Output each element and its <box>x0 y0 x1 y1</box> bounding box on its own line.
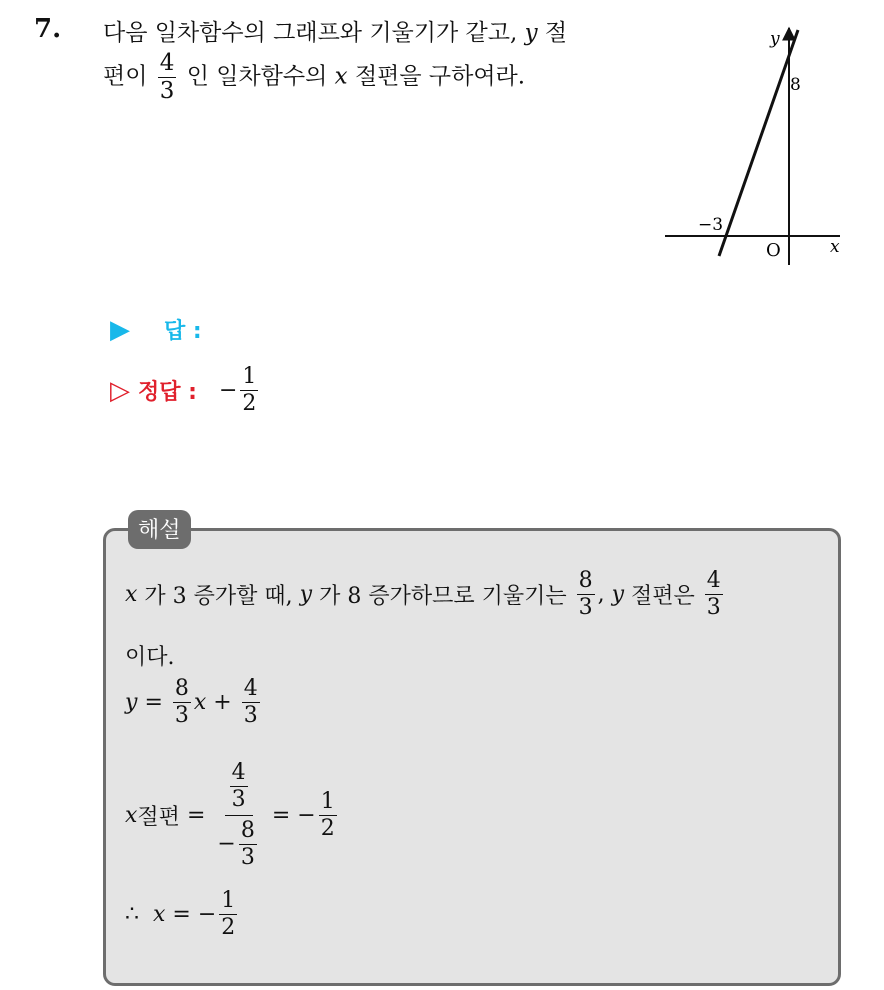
correct-answer-fraction <box>240 366 258 415</box>
fraction-denominator: 2 <box>221 915 236 940</box>
solution-line-2: 이다. <box>125 645 175 670</box>
fraction-numerator: 4 <box>243 676 258 701</box>
fraction-denominator: 3 <box>240 845 255 870</box>
y-intercept-fraction <box>705 570 723 619</box>
fraction-denominator: 2 <box>242 391 257 416</box>
minus-sign: − <box>297 803 316 828</box>
equation-line <box>125 678 263 727</box>
variable-x: x <box>334 63 348 90</box>
equals-sign: = <box>144 690 163 715</box>
x-axis-label: x <box>830 237 840 257</box>
equals-sign: = <box>172 902 191 927</box>
question-text-part: 편이 <box>103 63 148 90</box>
x-intercept-calculation <box>125 762 340 869</box>
origin-label: O <box>766 240 781 261</box>
variable-y: y <box>524 20 538 46</box>
variable-x: x <box>153 902 166 927</box>
correct-answer-row <box>110 366 261 415</box>
question-line-2 <box>103 52 643 103</box>
final-answer-fraction <box>219 890 237 939</box>
plus-sign: + <box>213 690 232 715</box>
answer-row <box>110 314 202 345</box>
question-text-part: 인 일차함수의 <box>186 63 328 90</box>
y-axis-label: y <box>770 29 780 49</box>
x-intercept-label: 절편 <box>137 805 180 830</box>
slope-fraction <box>173 678 191 727</box>
fraction-denominator: 3 <box>174 703 189 728</box>
slope-fraction <box>577 570 595 619</box>
variable-x: x <box>125 582 138 607</box>
y-intercept-fraction <box>158 52 177 103</box>
equals-sign: = <box>186 803 206 828</box>
complex-fraction-bottom <box>215 816 261 869</box>
therefore-line <box>125 890 240 939</box>
line-graph <box>660 20 860 270</box>
therefore-symbol: ∴ <box>125 902 139 927</box>
question-text-part: 절 <box>544 20 568 46</box>
intercept-fraction <box>242 678 260 727</box>
correct-answer-sign: − <box>218 378 238 403</box>
complex-fraction-top <box>225 762 253 816</box>
solution-line-1 <box>125 570 726 619</box>
variable-y: y <box>299 582 313 607</box>
variable-x: x <box>193 690 207 715</box>
question-text <box>103 16 643 103</box>
answer-marker-icon: ▶ <box>110 314 130 345</box>
fraction-numerator: 8 <box>578 568 593 593</box>
comma: , <box>597 582 605 607</box>
question-text-part: 다음 일차함수의 그래프와 기울기가 같고, <box>103 20 518 46</box>
fraction-denominator: 3 <box>159 78 175 104</box>
top-fraction <box>230 762 248 811</box>
complex-fraction <box>215 762 261 869</box>
solution-text: 가 3 증가할 때, <box>144 584 293 609</box>
question-line-1 <box>103 16 643 50</box>
variable-y: y <box>611 582 625 607</box>
function-line <box>719 30 798 256</box>
y-intercept-label: 8 <box>790 75 801 95</box>
fraction-denominator: 3 <box>578 595 593 620</box>
fraction-numerator: 4 <box>231 760 246 785</box>
solution-text: 가 8 증가하므로 기울기는 <box>319 584 567 609</box>
fraction-numerator: 1 <box>242 364 257 389</box>
minus-sign: − <box>217 831 236 857</box>
minus-sign: − <box>197 902 217 927</box>
fraction-numerator: 1 <box>221 888 236 913</box>
fraction-denominator: 3 <box>706 595 721 620</box>
variable-x: x <box>125 803 138 828</box>
x-intercept-label: −3 <box>698 215 724 235</box>
answer-label: 답 : <box>164 319 202 344</box>
solution-tag: 해설 <box>128 510 191 549</box>
fraction-numerator: 8 <box>174 676 189 701</box>
bottom-fraction <box>239 820 257 869</box>
fraction-denominator: 3 <box>243 703 258 728</box>
correct-marker-icon: ▷ <box>110 375 130 406</box>
fraction-numerator: 4 <box>159 50 175 76</box>
fraction-denominator: 2 <box>320 816 335 841</box>
fraction-numerator: 8 <box>240 818 255 843</box>
correct-answer-label: 정답 : <box>138 380 197 405</box>
variable-y: y <box>125 690 138 715</box>
fraction-numerator: 1 <box>320 789 335 814</box>
question-text-part: 절편을 구하여라. <box>354 63 526 90</box>
fraction-numerator: 4 <box>706 568 721 593</box>
question-number: 7. <box>34 14 62 44</box>
result-fraction <box>319 791 337 840</box>
fraction-denominator: 3 <box>231 787 246 812</box>
solution-text: 절편은 <box>631 584 695 609</box>
equals-sign: = <box>271 803 291 828</box>
